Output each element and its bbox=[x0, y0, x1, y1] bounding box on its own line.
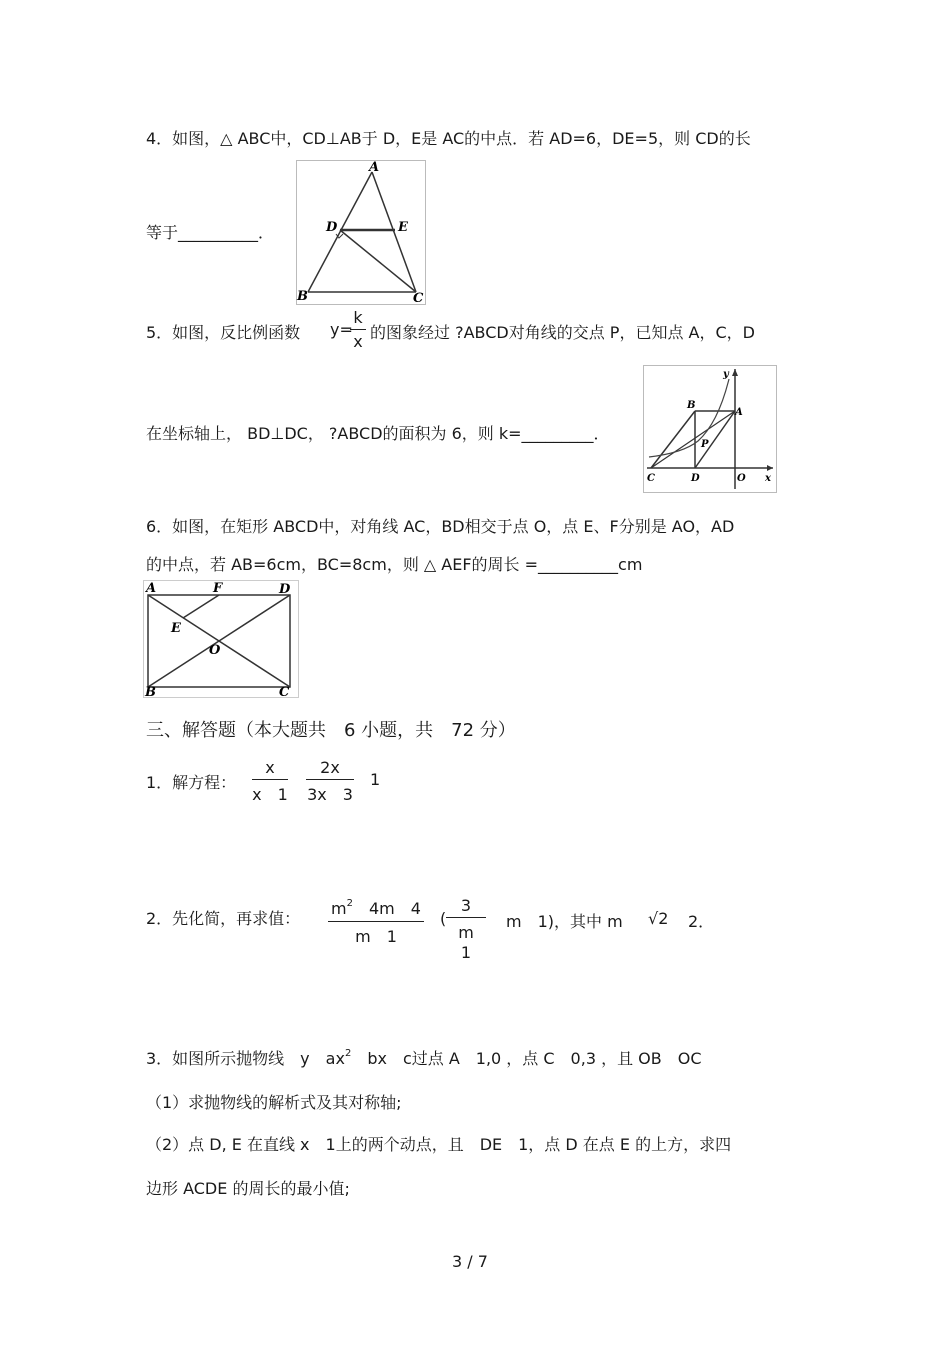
q5-label-a: A bbox=[735, 407, 743, 418]
q6-segment-ef bbox=[183, 595, 219, 618]
s2-fraction-2 bbox=[446, 896, 490, 962]
q6-label-c: C bbox=[279, 685, 290, 698]
s1-fraction-2-den: 3x 3 bbox=[307, 785, 353, 804]
s2-fraction-2-num: 3 bbox=[460, 896, 472, 915]
q5-fraction-k-over-x bbox=[350, 308, 366, 351]
q5-text-line2: 在坐标轴上， BD⊥DC， ?ABCD的面积为 6，则 k=_________． bbox=[146, 424, 610, 443]
q4-triangle-figure bbox=[296, 160, 426, 305]
q4-label-e: E bbox=[398, 220, 408, 235]
q5-fraction-num: k bbox=[353, 308, 363, 327]
section-3-heading: 三、解答题（本大题共 6 小题，共 72 分） bbox=[146, 720, 516, 741]
q5-text-prefix: 5．如图，反比例函数 bbox=[146, 323, 301, 342]
q6-label-a: A bbox=[146, 581, 157, 596]
q6-text-line2: 的中点，若 AB=6cm，BC=8cm，则 △ AEF的周长 =__________cm bbox=[146, 555, 643, 574]
q5-x-arrow bbox=[767, 465, 773, 471]
q4-label-a: A bbox=[369, 160, 380, 175]
q4-label-d: D bbox=[326, 220, 338, 235]
q5-label-p: P bbox=[701, 439, 709, 450]
s3-line1: 3．如图所示抛物线 y $ax^2$ bx c过点 A 1,0 ，点 C 0,3 ，且 OB OC bbox=[146, 1048, 702, 1068]
q6-text-line1: 6．如图，在矩形 ABCD中，对角线 AC，BD相交于点 O，点 E、F分别是 AO，AD bbox=[146, 517, 735, 536]
s2-fraction-1-num: $m^2$ 4m 4 bbox=[331, 898, 421, 918]
s1-label: 1．解方程： bbox=[146, 773, 237, 792]
q5-label-y: y bbox=[723, 369, 729, 380]
q4-side-ab bbox=[308, 172, 372, 292]
s1-fraction-1-den: x 1 bbox=[252, 785, 288, 804]
s3-part2-continued: 边形 ACDE 的周长的最小值; bbox=[146, 1179, 350, 1198]
s1-fraction-1 bbox=[252, 758, 288, 805]
q6-label-d: D bbox=[279, 582, 291, 597]
s2-fraction-1 bbox=[328, 896, 424, 947]
q4-text-line2: 等于__________． bbox=[146, 223, 275, 242]
q5-label-b: B bbox=[687, 400, 696, 411]
q5-diagonal-ca bbox=[651, 411, 735, 468]
s2-paren-open: ( bbox=[440, 909, 447, 928]
q5-side-cb bbox=[651, 411, 695, 468]
s1-fraction-2 bbox=[306, 758, 354, 805]
q5-coordinate-figure bbox=[643, 365, 777, 493]
s2-sqrt: √2 bbox=[648, 909, 669, 928]
q4-label-c: C bbox=[413, 291, 424, 305]
s2-fraction-1-den: m 1 bbox=[355, 927, 397, 946]
q6-rectangle-figure bbox=[143, 580, 299, 698]
q5-label-d: D bbox=[691, 473, 700, 484]
s3-part1: （1）求抛物线的解析式及其对称轴; bbox=[146, 1093, 402, 1112]
s3-part2: （2）点 D, E 在直线 x 1上的两个动点，且 DE 1，点 D 在点 E 的上方，求四 bbox=[146, 1135, 732, 1154]
q5-y-equals: y= bbox=[330, 320, 353, 339]
q6-label-o: O bbox=[209, 643, 221, 658]
q5-y-arrow bbox=[732, 369, 738, 376]
s2-label: 2．先化简，再求值： bbox=[146, 909, 301, 928]
s2-fraction-2-den: m 1 bbox=[458, 923, 490, 962]
q4-text-line1: 4．如图，△ ABC中，CD⊥AB于 D，E是 AC的中点．若 AD=6，DE=5，则 CD的长 bbox=[146, 129, 751, 148]
s2-end: 2． bbox=[688, 912, 715, 931]
q6-label-b: B bbox=[145, 685, 156, 698]
q6-label-f: F bbox=[213, 581, 223, 596]
page-number: 3 / 7 bbox=[452, 1252, 488, 1271]
s1-fraction-2-num: 2x bbox=[320, 758, 340, 777]
q5-label-o: O bbox=[737, 473, 746, 484]
s1-rhs: 1 bbox=[370, 770, 381, 789]
q6-label-e: E bbox=[171, 621, 181, 636]
q5-fraction-den: x bbox=[353, 332, 363, 351]
s1-fraction-1-num: x bbox=[265, 758, 275, 777]
q5-label-c: C bbox=[647, 473, 655, 484]
s2-tail: m 1)，其中 m bbox=[506, 912, 623, 931]
q5-figure-frame bbox=[644, 366, 777, 493]
q5-text-suffix: 的图象经过 ?ABCD对角线的交点 P，已知点 A，C，D bbox=[370, 323, 755, 342]
q5-label-x: x bbox=[765, 473, 771, 484]
q4-label-b: B bbox=[297, 289, 308, 304]
